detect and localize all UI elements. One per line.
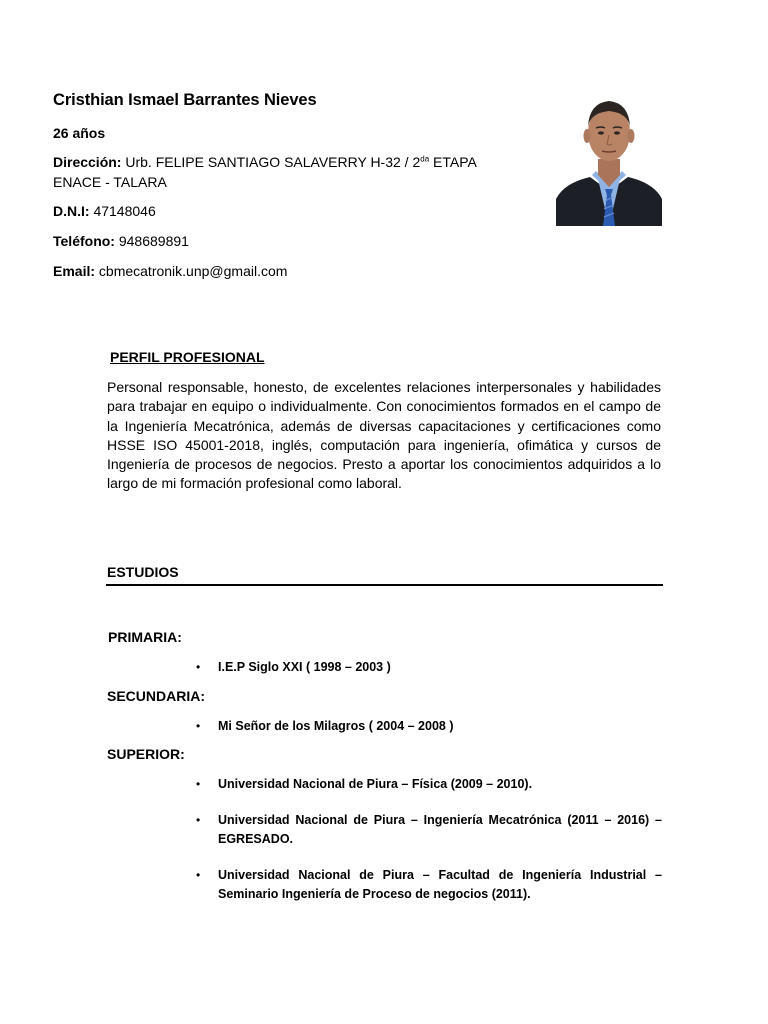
secundaria-label: SECUNDARIA: (107, 688, 205, 704)
dni-value: 47148046 (93, 203, 156, 219)
address-superscript: da (420, 154, 430, 164)
estudios-heading: ESTUDIOS (107, 564, 179, 580)
superior-label: SUPERIOR: (107, 746, 185, 762)
bullet-icon: • (196, 777, 201, 791)
email-value: cbmecatronik.unp@gmail.com (98, 263, 288, 279)
email-line (53, 261, 287, 281)
email-label: Email: (53, 263, 96, 279)
bullet-icon: • (196, 813, 201, 827)
superior-item-fisica: Universidad Nacional de Piura – Física (2009 – 2010). (218, 777, 533, 791)
estudios-divider (106, 584, 663, 586)
bullet-icon: • (196, 868, 201, 882)
dni-line (53, 201, 156, 221)
perfil-heading: PERFIL PROFESIONAL (110, 349, 265, 365)
phone-label: Teléfono: (53, 233, 115, 249)
perfil-paragraph: Personal responsable, honesto, de excelentes relaciones interpersonales y habilidades para trabajar en equipo o individualmente. Con conocimientos formados en el campo de la Ingeniería Mecatrónica, además de diversas capacitaciones y certificaciones como HSSE ISO 45001-2018, inglés, computación para ingeniería, ofimática y cursos de Ingeniería de procesos de negocios. Presto a aportar los conocimientos adquiridos a lo largo de mi formación profesional como laboral. (107, 379, 661, 492)
secundaria-item: Mi Señor de los Milagros ( 2004 – 2008 ) (218, 719, 454, 733)
dni-label: D.N.I: (53, 203, 90, 219)
phone-value: 948689891 (118, 233, 189, 249)
address-line (53, 152, 523, 192)
address-label: Dirección: (53, 154, 122, 170)
candidate-name: Cristhian Ismael Barrantes Nieves (53, 91, 317, 109)
superior-item-mecatronica: Universidad Nacional de Piura – Ingeniería Mecatrónica (2011 – 2016) – EGRESADO. (218, 813, 662, 846)
profile-photo-illustration (556, 91, 662, 226)
profile-photo (556, 91, 662, 226)
primaria-label: PRIMARIA: (108, 629, 182, 645)
bullet-icon: • (196, 719, 201, 733)
bullet-icon: • (196, 660, 201, 674)
primaria-item: I.E.P Siglo XXI ( 1998 – 2003 ) (218, 660, 391, 674)
address-value-part1: Urb. FELIPE SANTIAGO SALAVERRY H-32 / 2 (125, 154, 421, 170)
phone-line (53, 231, 189, 251)
address-value-part2: ETAPA ENACE - TALARA (53, 154, 477, 190)
superior-item-seminario: Universidad Nacional de Piura – Facultad de Ingeniería Industrial – Seminario Ingeniería de Proceso de negocios (2011). (218, 868, 662, 901)
candidate-age: 26 años (53, 125, 106, 141)
